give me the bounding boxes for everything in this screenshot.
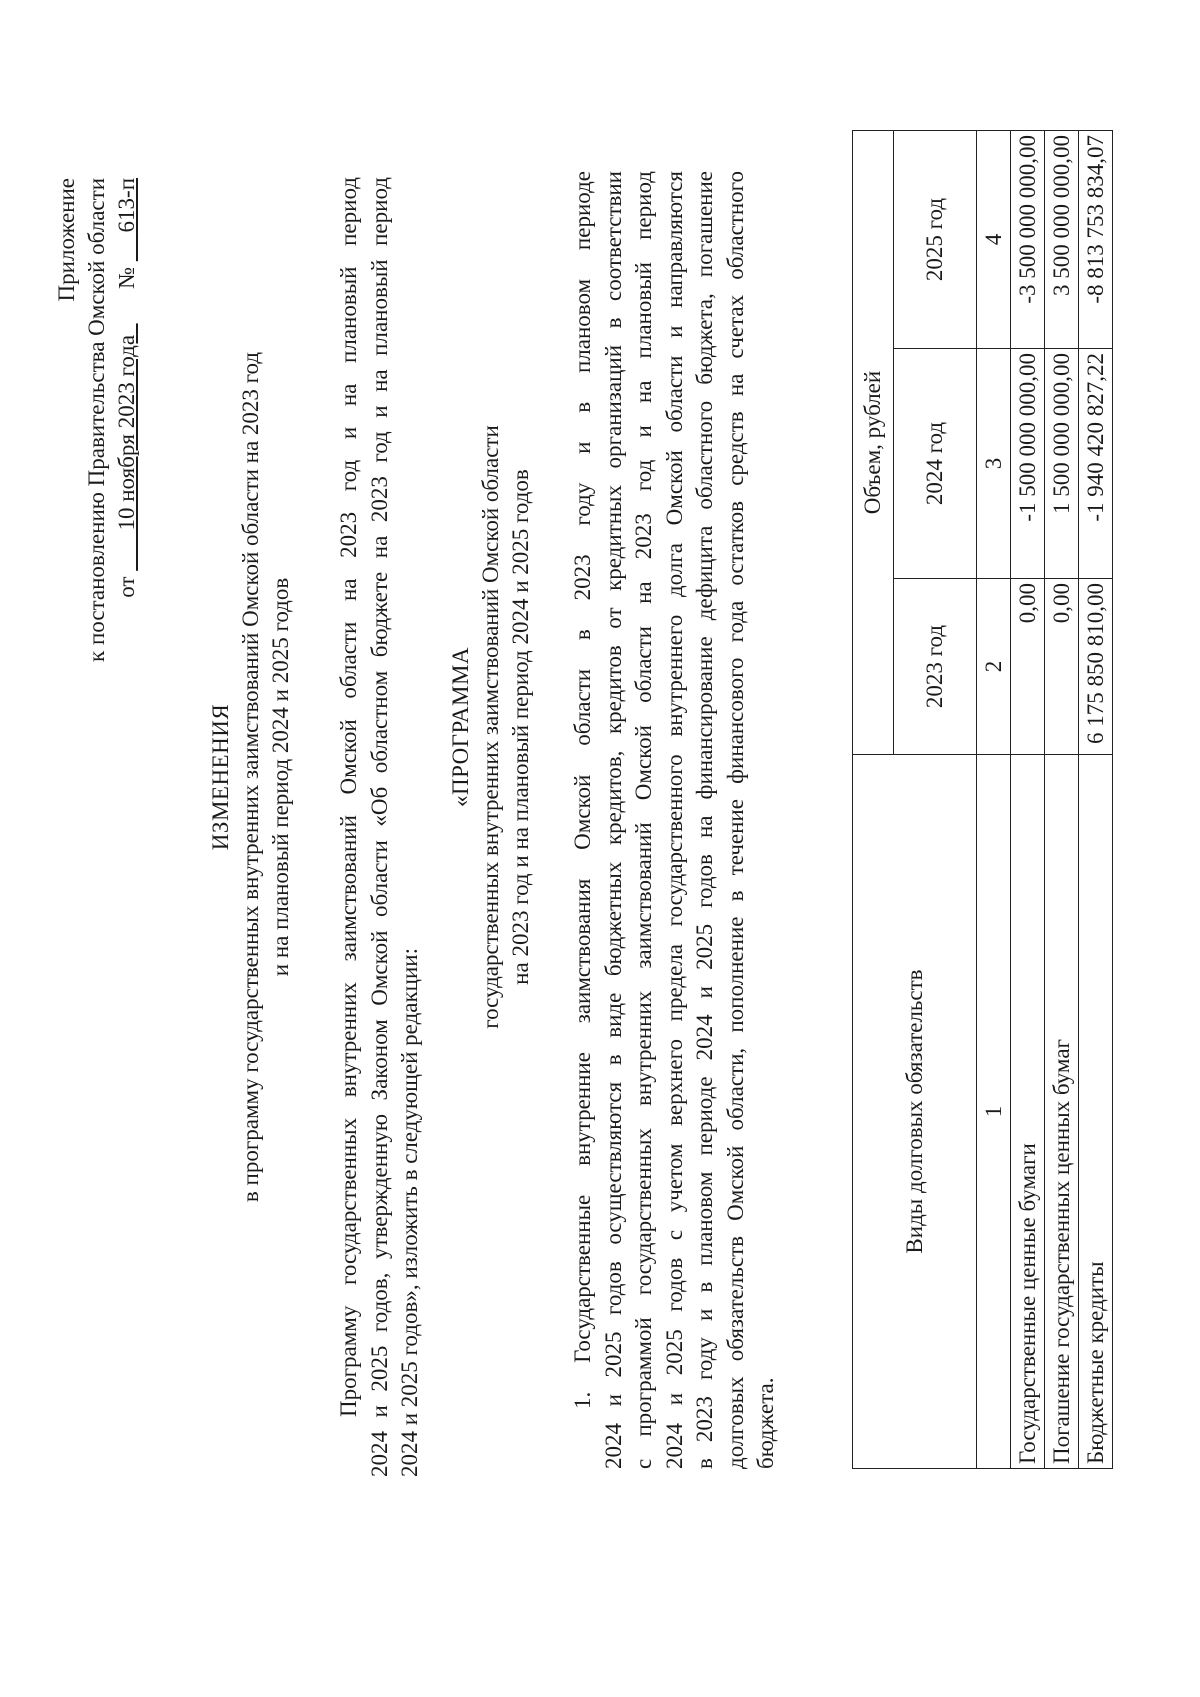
changes-subtitle-2: и на плановый период 2024 и 2025 годов: [268, 577, 293, 977]
col-number: 4: [977, 131, 1011, 349]
intro-line: Программу государственных внутренних заимствований Омской области на 2023 год и на плановый период: [336, 177, 361, 1417]
table-col-numbers-row: [977, 131, 1011, 1469]
value-2023: 6 175 850 810,00: [1079, 579, 1113, 755]
header-year-2025: 2025 год: [894, 131, 977, 349]
paragraph-line: бюджета.: [753, 1377, 778, 1469]
value-2025: 3 500 000 000,00: [1045, 131, 1079, 349]
value-2023: 0,00: [1045, 579, 1079, 755]
row-name: Погашение государственных ценных бумаг: [1045, 755, 1079, 1469]
col-number: 3: [977, 349, 1011, 579]
intro-paragraph: [334, 177, 426, 1477]
resolution-date-line: [112, 178, 142, 738]
header-year-2024: 2024 год: [894, 349, 977, 579]
from-label: от: [114, 576, 139, 598]
value-2024: -1 500 000 000,00: [1011, 349, 1045, 579]
row-name: Государственные ценные бумаги: [1011, 755, 1045, 1469]
changes-heading: [206, 277, 296, 1277]
paragraph-line: 2024 и 2025 годов осуществляются в виде бюджетных кредитов, кредитов от кредитных организаций в соответствии: [600, 171, 626, 1469]
header-block: [52, 178, 142, 738]
intro-line: 2024 и 2025 годов», изложить в следующей редакции:: [397, 948, 422, 1477]
table-row: [1045, 131, 1079, 1469]
paragraph-line: 2024 и 2025 годов с учетом верхнего предела государственного внутреннего долга Омской области и направляются: [661, 171, 687, 1469]
col-number: 2: [977, 579, 1011, 755]
program-subtitle-1: государственных внутренних заимствований Омской области: [478, 425, 503, 1029]
changes-subtitle-1: в программу государственных внутренних заимствований Омской области на 2023 год: [238, 351, 263, 1203]
paragraph-line: в 2023 году и в плановом периоде 2024 и 2025 годов на финансирование дефицита областного бюджета, погашение: [692, 171, 717, 1469]
resolution-reference: к постановлению Правительства Омской области: [84, 178, 109, 662]
intro-line: 2024 и 2025 годов, утвержденную Законом Омской области «Об областном бюджете на 2023 год и на плановый период: [366, 177, 392, 1477]
paragraph-1: [568, 171, 782, 1469]
resolution-number: 613-п: [114, 178, 139, 233]
debt-table: [852, 130, 1113, 1469]
value-2024: 1 500 000 000,00: [1045, 349, 1079, 579]
program-subtitle-2: на 2023 год и на плановый период 2024 и 2025 годов: [508, 469, 533, 985]
table-row: [1079, 131, 1113, 1469]
col-number: 1: [977, 755, 1011, 1469]
header-debt-type: Виды долговых обязательств: [853, 755, 977, 1469]
changes-title: ИЗМЕНЕНИЯ: [208, 703, 233, 851]
paragraph-line: с программой государственных внутренних заимствований Омской области на 2023 год и на плановый период: [631, 171, 656, 1469]
row-name: Бюджетные кредиты: [1079, 755, 1113, 1469]
table-row: [1011, 131, 1045, 1469]
value-2024: -1 940 420 827,22: [1079, 349, 1113, 579]
paragraph-line: долговых обязательств Омской области, пополнение в течение финансового года остатков средств на счетах областного: [722, 171, 748, 1469]
paragraph-line: 1. Государственные внутренние заимствования Омской области в 2023 году и в плановом периоде: [570, 171, 595, 1409]
number-label: №: [114, 266, 139, 289]
program-heading: [446, 227, 536, 1227]
header-year-2023: 2023 год: [894, 579, 977, 755]
value-2025: -3 500 000 000,00: [1011, 131, 1045, 349]
header-volume: Объем, рублей: [853, 131, 894, 755]
resolution-date: 10 ноября 2023 года: [114, 334, 139, 531]
value-2023: 0,00: [1011, 579, 1045, 755]
program-title: «ПРОГРАММА: [448, 646, 473, 808]
table-header-row: [853, 131, 894, 1469]
value-2025: -8 813 753 834,07: [1079, 131, 1113, 349]
appendix-label: Приложение: [54, 178, 79, 302]
